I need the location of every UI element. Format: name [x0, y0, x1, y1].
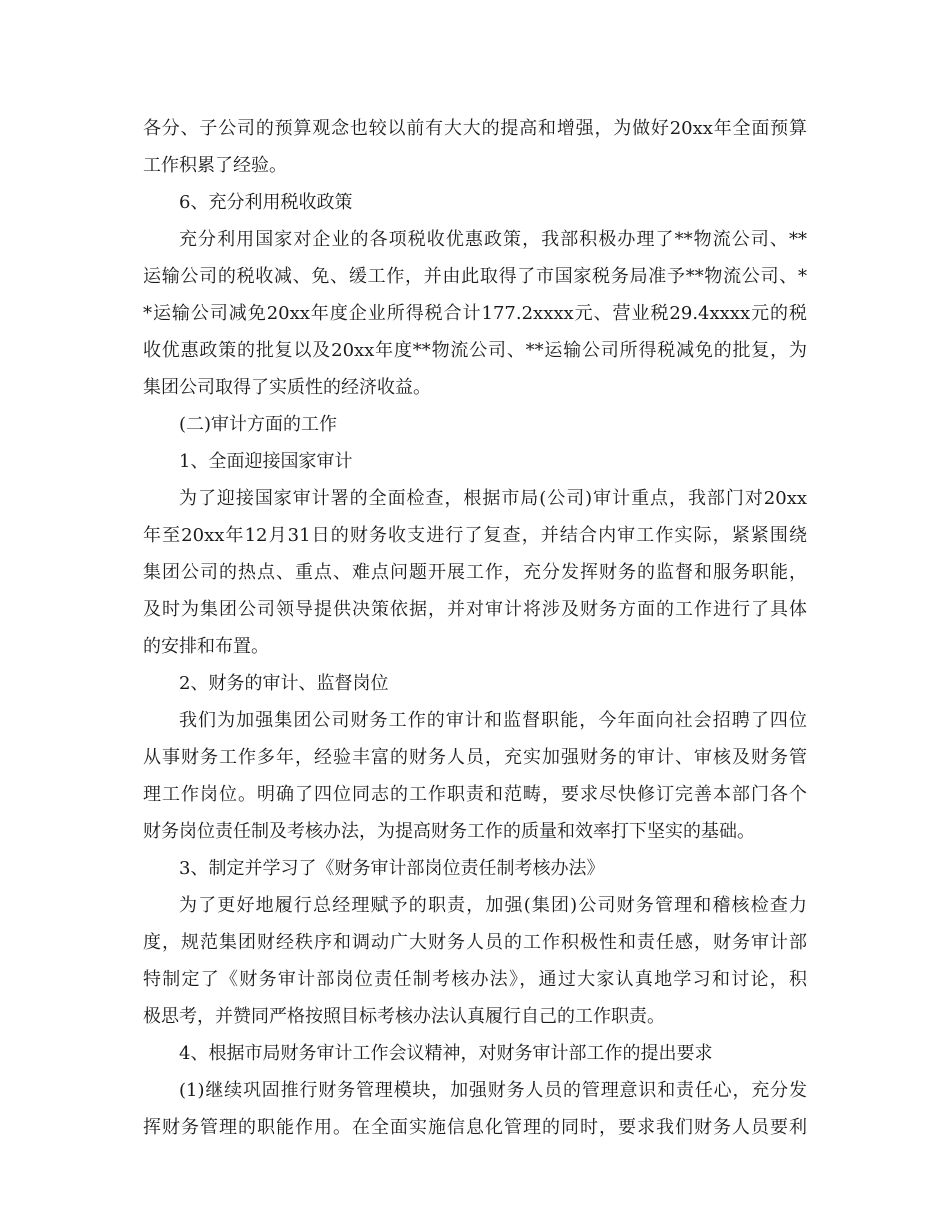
text-line: 3、制定并学习了《财务审计部岗位责任制考核办法》: [179, 858, 605, 879]
text-line: 集团公司的热点、重点、难点问题开展工作，充分发挥财务的监督和服务职能，: [143, 562, 807, 583]
text-line: (1)继续巩固推行财务管理模块，加强财务人员的管理意识和责任心，充分发: [179, 1080, 807, 1101]
text-line: 1、全面迎接国家审计: [179, 451, 353, 472]
text-line: 收优惠政策的批复以及20xx年度**物流公司、**运输公司所得税减免的批复，为: [143, 340, 807, 361]
text-line: 4、根据市局财务审计工作会议精神，对财务审计部工作的提出要求: [179, 1043, 713, 1064]
text-line: 的安排和布置。: [143, 636, 269, 657]
text-line: 6、充分利用税收政策: [179, 192, 353, 213]
text-line: 2、财务的审计、监督岗位: [179, 673, 389, 694]
text-line: 充分利用国家对企业的各项税收优惠政策，我部积极办理了**物流公司、**: [179, 229, 807, 250]
text-line: 特制定了《财务审计部岗位责任制考核办法》，通过大家认真地学习和讨论，积: [143, 969, 807, 990]
text-line: 我们为加强集团公司财务工作的审计和监督职能，今年面向社会招聘了四位: [179, 710, 807, 731]
text-line: 度，规范集团财经秩序和调动广大财务人员的工作积极性和责任感，财务审计部: [143, 932, 807, 953]
text-line: 集团公司取得了实质性的经济收益。: [143, 377, 431, 398]
text-line: 为了更好地履行总经理赋予的职责，加强(集团)公司财务管理和稽核检查力: [179, 895, 807, 916]
text-line: *运输公司减免20xx年度企业所得税合计177.2xxxx元、营业税29.4xxxx元的税: [143, 303, 807, 324]
text-line: (二)审计方面的工作: [179, 414, 338, 435]
text-line: 为了迎接国家审计署的全面检查，根据市局(公司)审计重点，我部门对20xx: [179, 488, 807, 509]
text-line: 各分、子公司的预算观念也较以前有大大的提高和增强，为做好20xx年全面预算: [143, 118, 807, 139]
text-line: 年至20xx年12月31日的财务收支进行了复查，并结合内审工作实际，紧紧围绕: [143, 525, 807, 546]
text-line: 理工作岗位。明确了四位同志的工作职责和范畴，要求尽快修订完善本部门各个: [143, 784, 807, 805]
document-page: [143, 110, 807, 1146]
text-line: 工作积累了经验。: [143, 155, 287, 176]
text-line: 挥财务管理的职能作用。在全面实施信息化管理的同时，要求我们财务人员要利: [143, 1117, 807, 1138]
text-line: 极思考，并赞同严格按照目标考核办法认真履行自己的工作职责。: [143, 1006, 665, 1027]
text-line: 财务岗位责任制及考核办法，为提高财务工作的质量和效率打下坚实的基础。: [143, 821, 755, 842]
text-line: 及时为集团公司领导提供决策依据，并对审计将涉及财务方面的工作进行了具体: [143, 599, 807, 620]
text-line: 运输公司的税收减、免、缓工作，并由此取得了市国家税务局准予**物流公司、*: [143, 266, 807, 287]
text-line: 从事财务工作多年，经验丰富的财务人员，充实加强财务的审计、审核及财务管: [143, 747, 807, 768]
